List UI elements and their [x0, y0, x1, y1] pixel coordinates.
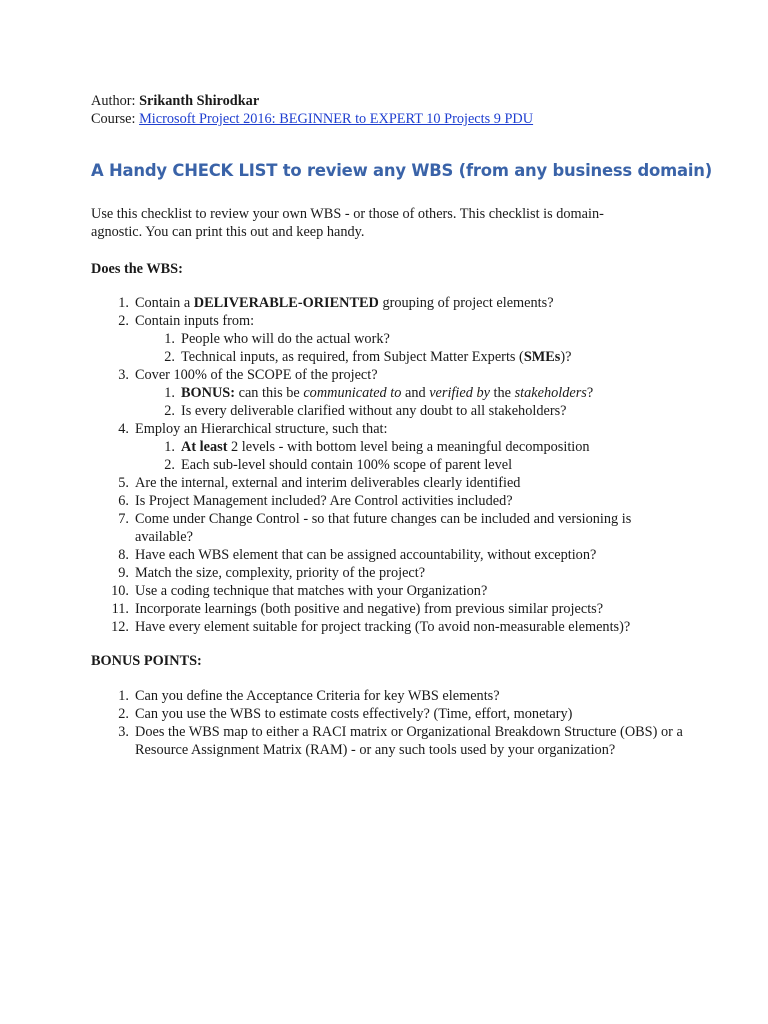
item-number: 11.: [111, 601, 129, 617]
item-text: Have every element suitable for project tracking (To avoid non-measurable elements)?: [135, 619, 631, 635]
item-text: [181, 438, 691, 456]
item-text: [181, 348, 691, 366]
list-item: [91, 618, 691, 636]
sub-list-item: [91, 438, 691, 456]
item-text: Match the size, complexity, priority of the project?: [135, 565, 426, 581]
item-text: Incorporate learnings (both positive and negative) from previous similar projects?: [135, 601, 604, 617]
item-number: 4.: [118, 421, 129, 437]
text-part: grouping of project elements?: [378, 295, 554, 311]
list-item: [91, 312, 691, 330]
checklist: [91, 294, 691, 636]
italic-text: verified by: [429, 385, 490, 401]
text-part: ?: [586, 385, 594, 401]
sub-list-item: [91, 402, 691, 420]
list-item: [91, 705, 691, 723]
item-number: 5.: [118, 475, 129, 491]
text-part: )?: [560, 349, 572, 365]
item-number: 8.: [118, 547, 129, 563]
bonus-list: [91, 687, 691, 759]
sub-list-item: [91, 384, 691, 402]
item-number: 9.: [118, 565, 129, 581]
course-link[interactable]: Microsoft Project 2016: BEGINNER to EXPERT 10 Projects 9 PDU: [139, 111, 534, 127]
does-heading: Does the WBS:: [91, 261, 183, 277]
list-item: [91, 510, 691, 546]
list-item: [91, 366, 691, 384]
item-number: 3.: [118, 724, 129, 740]
text-part: 2 levels - with bottom level being a meaningful decomposition: [227, 439, 590, 455]
item-number: 2.: [164, 457, 175, 473]
item-text: Come under Change Control - so that future changes can be included and versioning is available?: [135, 511, 632, 545]
item-text: [135, 294, 691, 312]
item-number: 1.: [118, 688, 129, 704]
italic-text: communicated to: [303, 385, 402, 401]
author-name: Srikanth Shirodkar: [139, 93, 260, 109]
item-text: Each sub-level should contain 100% scope of parent level: [181, 457, 513, 473]
list-item: [91, 564, 691, 582]
text-part: Contain a: [135, 295, 194, 311]
item-text: Cover 100% of the SCOPE of the project?: [135, 367, 378, 383]
list-item: [91, 474, 691, 492]
list-item: [91, 723, 691, 759]
item-number: 10.: [111, 583, 129, 599]
item-text: [181, 384, 691, 402]
bold-text: BONUS:: [181, 385, 236, 401]
item-text: Is Project Management included? Are Control activities included?: [135, 493, 513, 509]
item-text: Are the internal, external and interim deliverables clearly identified: [135, 475, 521, 491]
item-text: Does the WBS map to either a RACI matrix or Organizational Breakdown Structure (OBS) or a Resource Assignment Matrix (RAM) - or any such tools used by your organization?: [135, 724, 683, 758]
author-label: Author:: [91, 93, 140, 109]
italic-text: stakeholders: [514, 385, 587, 401]
bold-text: SMEs: [523, 349, 561, 365]
sub-list-item: [91, 330, 691, 348]
item-number: 6.: [118, 493, 129, 509]
list-item: [91, 492, 691, 510]
page-title: A Handy CHECK LIST to review any WBS (from any business domain): [91, 161, 713, 180]
text-part: can this be: [235, 385, 304, 401]
course-line: [91, 110, 533, 128]
intro-paragraph: Use this checklist to review your own WBS - or those of others. This checklist is domain-agnostic. You can print this out and keep handy.: [91, 206, 604, 240]
item-number: 2.: [164, 403, 175, 419]
item-text: Use a coding technique that matches with your Organization?: [135, 583, 488, 599]
item-number: 3.: [118, 367, 129, 383]
item-text: Contain inputs from:: [135, 313, 255, 329]
list-item: [91, 600, 691, 618]
sub-list-item: [91, 456, 691, 474]
item-text: Employ an Hierarchical structure, such that:: [135, 421, 388, 437]
bonus-heading: BONUS POINTS:: [91, 653, 202, 669]
item-number: 1.: [164, 439, 175, 455]
list-item: [91, 546, 691, 564]
text-part: and: [401, 385, 430, 401]
item-number: 2.: [164, 349, 175, 365]
item-number: 1.: [164, 331, 175, 347]
item-number: 1.: [164, 385, 175, 401]
list-item: [91, 420, 691, 438]
item-number: 2.: [118, 706, 129, 722]
item-text: Is every deliverable clarified without any doubt to all stakeholders?: [181, 403, 567, 419]
item-text: Can you use the WBS to estimate costs effectively? (Time, effort, monetary): [135, 706, 573, 722]
item-number: 7.: [118, 511, 129, 527]
list-item: [91, 294, 691, 312]
item-number: 2.: [118, 313, 129, 329]
sub-list-item: [91, 348, 691, 366]
item-number: 12.: [111, 619, 129, 635]
course-label: Course:: [91, 111, 140, 127]
item-text: Can you define the Acceptance Criteria for key WBS elements?: [135, 688, 500, 704]
bold-text: At least: [181, 439, 228, 455]
text-part: Technical inputs, as required, from Subject Matter Experts (: [181, 349, 524, 365]
item-text: Have each WBS element that can be assigned accountability, without exception?: [135, 547, 597, 563]
item-text: People who will do the actual work?: [181, 331, 390, 347]
item-number: 1.: [118, 295, 129, 311]
bold-text: DELIVERABLE-ORIENTED: [193, 295, 379, 311]
text-part: the: [489, 385, 515, 401]
list-item: [91, 687, 691, 705]
list-item: [91, 582, 691, 600]
author-line: [91, 92, 259, 110]
